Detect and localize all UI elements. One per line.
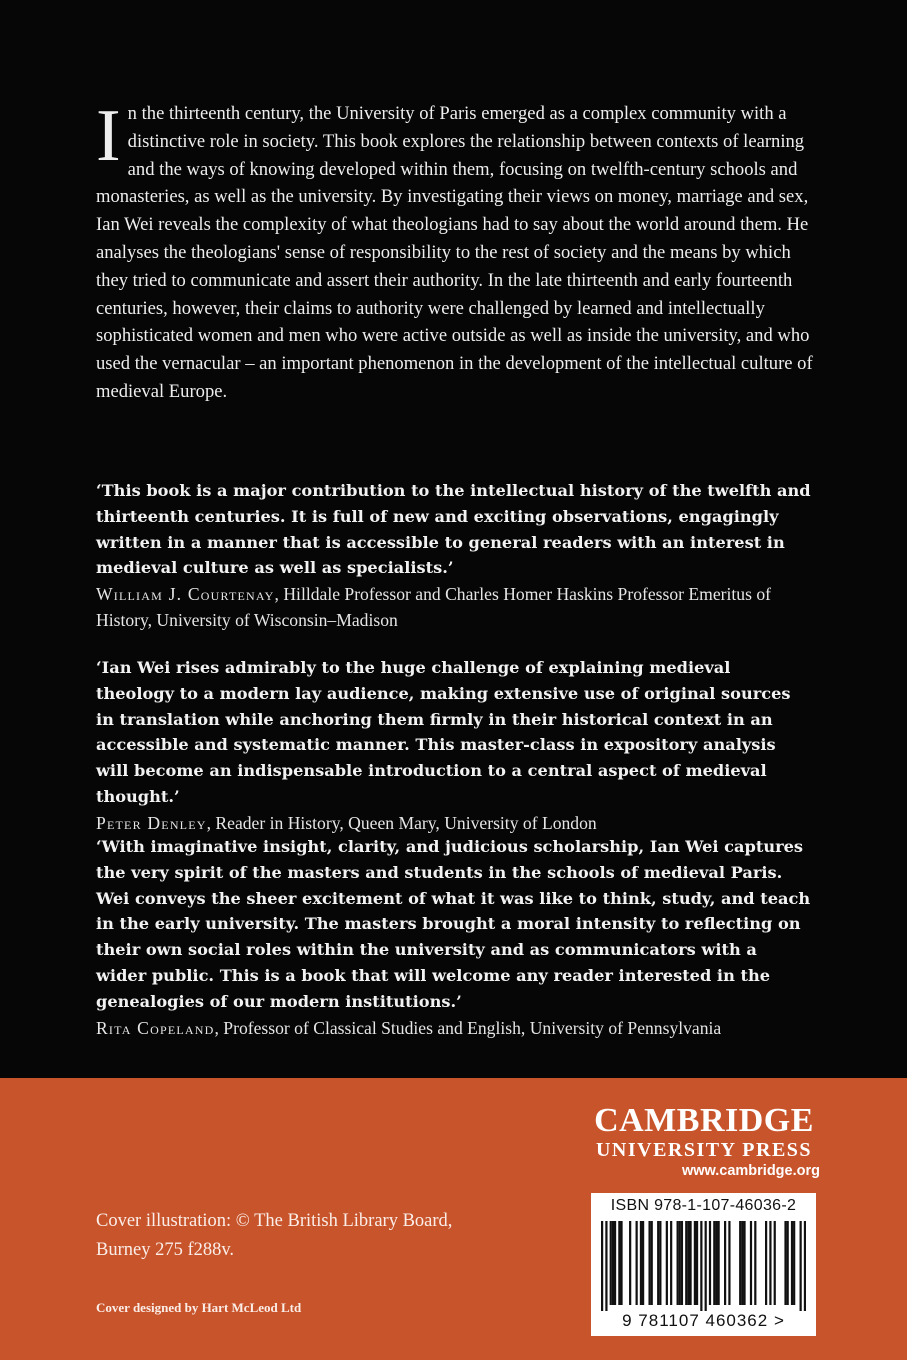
barcode-bar bbox=[642, 1221, 644, 1305]
reviewer-name: Peter Denley bbox=[96, 812, 207, 833]
barcode-bar bbox=[689, 1221, 691, 1305]
barcode-bar bbox=[741, 1221, 743, 1305]
barcode-bar bbox=[687, 1221, 689, 1305]
barcode-bar bbox=[679, 1221, 681, 1305]
publisher-url: www.cambridge.org bbox=[681, 1163, 820, 1179]
barcode-bar bbox=[685, 1221, 687, 1305]
barcode-bar bbox=[784, 1221, 786, 1305]
credit-line-2: Burney 275 f288v. bbox=[96, 1240, 235, 1260]
publisher-name-line2: UNIVERSITY PRESS bbox=[595, 1139, 813, 1161]
barcode-bar bbox=[774, 1221, 776, 1305]
barcode-bar bbox=[629, 1221, 631, 1305]
barcode-bar bbox=[750, 1221, 752, 1305]
cover-designer-credit: Cover designed by Hart McLeod Ltd bbox=[96, 1300, 302, 1315]
barcode-bar bbox=[651, 1221, 653, 1305]
publisher-logo bbox=[588, 1103, 820, 1181]
barcode-bar bbox=[670, 1221, 672, 1305]
barcode-bars bbox=[601, 1221, 806, 1311]
barcode-bar bbox=[694, 1221, 696, 1305]
quote-attribution bbox=[96, 581, 812, 633]
barcode-bar bbox=[718, 1221, 720, 1305]
barcode-bar bbox=[618, 1221, 620, 1305]
barcode-bar bbox=[769, 1221, 771, 1305]
barcode-bar bbox=[765, 1221, 767, 1305]
isbn-barcode bbox=[591, 1193, 816, 1336]
credit-line-1: Cover illustration: © The British Library Board, bbox=[96, 1211, 453, 1231]
barcode-bar bbox=[666, 1221, 668, 1305]
barcode-bar bbox=[612, 1221, 614, 1305]
cover-illustration-credit bbox=[96, 1207, 452, 1265]
barcode-bar bbox=[724, 1221, 726, 1305]
barcode-bar bbox=[681, 1221, 683, 1305]
quote-text: ‘Ian Wei rises admirably to the huge challenge of explaining medieval theology to a modern lay audience, making extensive use of original sources in translation while anchoring them firmly in their historical context in an accessible and systematic manner. This master-class in expository analysis will become an indispensable introduction to a central aspect of medieval thought.’ bbox=[96, 658, 791, 806]
reviewer-name: Rita Copeland bbox=[96, 1017, 215, 1038]
quote-attribution bbox=[96, 810, 812, 836]
review-quote-3 bbox=[96, 834, 812, 1041]
description-text: n the thirteenth century, the University of Paris emerged as a complex community with a distinctive role in society. This book explores the relationship between contexts of learning and the ways of knowing developed within them, focusing on twelfth-century schools and monasteries, as well as the university. By investigating their views on money, marriage and sex, Ian Wei reveals the complexity of what theologians had to say about the world around them. He analyses the theologians' sense of responsibility to the rest of society and the means by which they tried to communicate and assert their authority. In the late thirteenth and early fourteenth centuries, however, their claims to authority were challenged by learned and intellectually sophisticated women and men who were active outside as well as inside the university, and who used the vernacular – an important phenomenon in the development of the intellectual culture of medieval Europe. bbox=[96, 103, 813, 402]
quote-text: ‘This book is a major contribution to the intellectual history of the twelfth and thirteenth centuries. It is full of new and exciting observations, engagingly written in a manner that is accessible to general readers with an interest in medieval culture as well as specialists.’ bbox=[96, 481, 811, 578]
barcode-bar bbox=[657, 1221, 659, 1305]
barcode-bar bbox=[713, 1221, 715, 1305]
reviewer-name: William J. Courtenay bbox=[96, 584, 275, 605]
barcode-bar bbox=[659, 1221, 661, 1305]
barcode-bar bbox=[739, 1221, 741, 1305]
barcode-bar bbox=[648, 1221, 650, 1305]
barcode-bar bbox=[605, 1221, 607, 1311]
isbn-label: ISBN 978-1-107-46036-2 bbox=[610, 1197, 797, 1214]
barcode-bar bbox=[614, 1221, 616, 1305]
barcode-bar bbox=[804, 1221, 806, 1311]
barcode-bar bbox=[791, 1221, 793, 1305]
barcode-bar bbox=[636, 1221, 638, 1305]
barcode-bar bbox=[677, 1221, 679, 1305]
quote-attribution bbox=[96, 1015, 812, 1041]
barcode-bar bbox=[800, 1221, 802, 1311]
barcode-bar bbox=[640, 1221, 642, 1305]
barcode-bar bbox=[620, 1221, 622, 1305]
review-quote-1 bbox=[96, 478, 812, 633]
barcode-bar bbox=[700, 1221, 702, 1311]
review-quote-2 bbox=[96, 655, 812, 836]
publisher-name-line1: CAMBRIDGE bbox=[594, 1102, 814, 1139]
reviewer-affiliation: , Hilldale Professor and Charles Homer Haskins Professor Emeritus of History, University of Wisconsin–Madison bbox=[96, 584, 771, 631]
barcode-bar bbox=[696, 1221, 698, 1305]
barcode-bar bbox=[787, 1221, 789, 1305]
barcode-bar bbox=[754, 1221, 756, 1305]
barcode-bar bbox=[610, 1221, 612, 1305]
drop-cap: I bbox=[96, 95, 121, 177]
reviewer-affiliation: , Professor of Classical Studies and English, University of Pennsylvania bbox=[214, 1017, 722, 1038]
barcode-digits: 9 781107 460362 > bbox=[622, 1311, 785, 1330]
barcode-bar bbox=[709, 1221, 711, 1305]
barcode-bar bbox=[601, 1221, 603, 1311]
barcode-bar bbox=[728, 1221, 730, 1305]
barcode-bar bbox=[793, 1221, 795, 1305]
reviewer-affiliation: , Reader in History, Queen Mary, University of London bbox=[206, 812, 597, 833]
barcode-bar bbox=[743, 1221, 745, 1305]
book-description bbox=[96, 95, 816, 406]
quote-text: ‘With imaginative insight, clarity, and judicious scholarship, Ian Wei captures the very spirit of the masters and students in the schools of medieval Paris. Wei conveys the sheer excitement of what it was like to think, study, and teach in the early university. The masters brought a moral intensity to reflecting on their own social roles within the university and as communicators with a wider public. This is a book that will welcome any reader interested in the genealogies of our modern institutions.’ bbox=[96, 837, 811, 1011]
barcode-bar bbox=[715, 1221, 717, 1305]
barcode-bar bbox=[705, 1221, 707, 1311]
